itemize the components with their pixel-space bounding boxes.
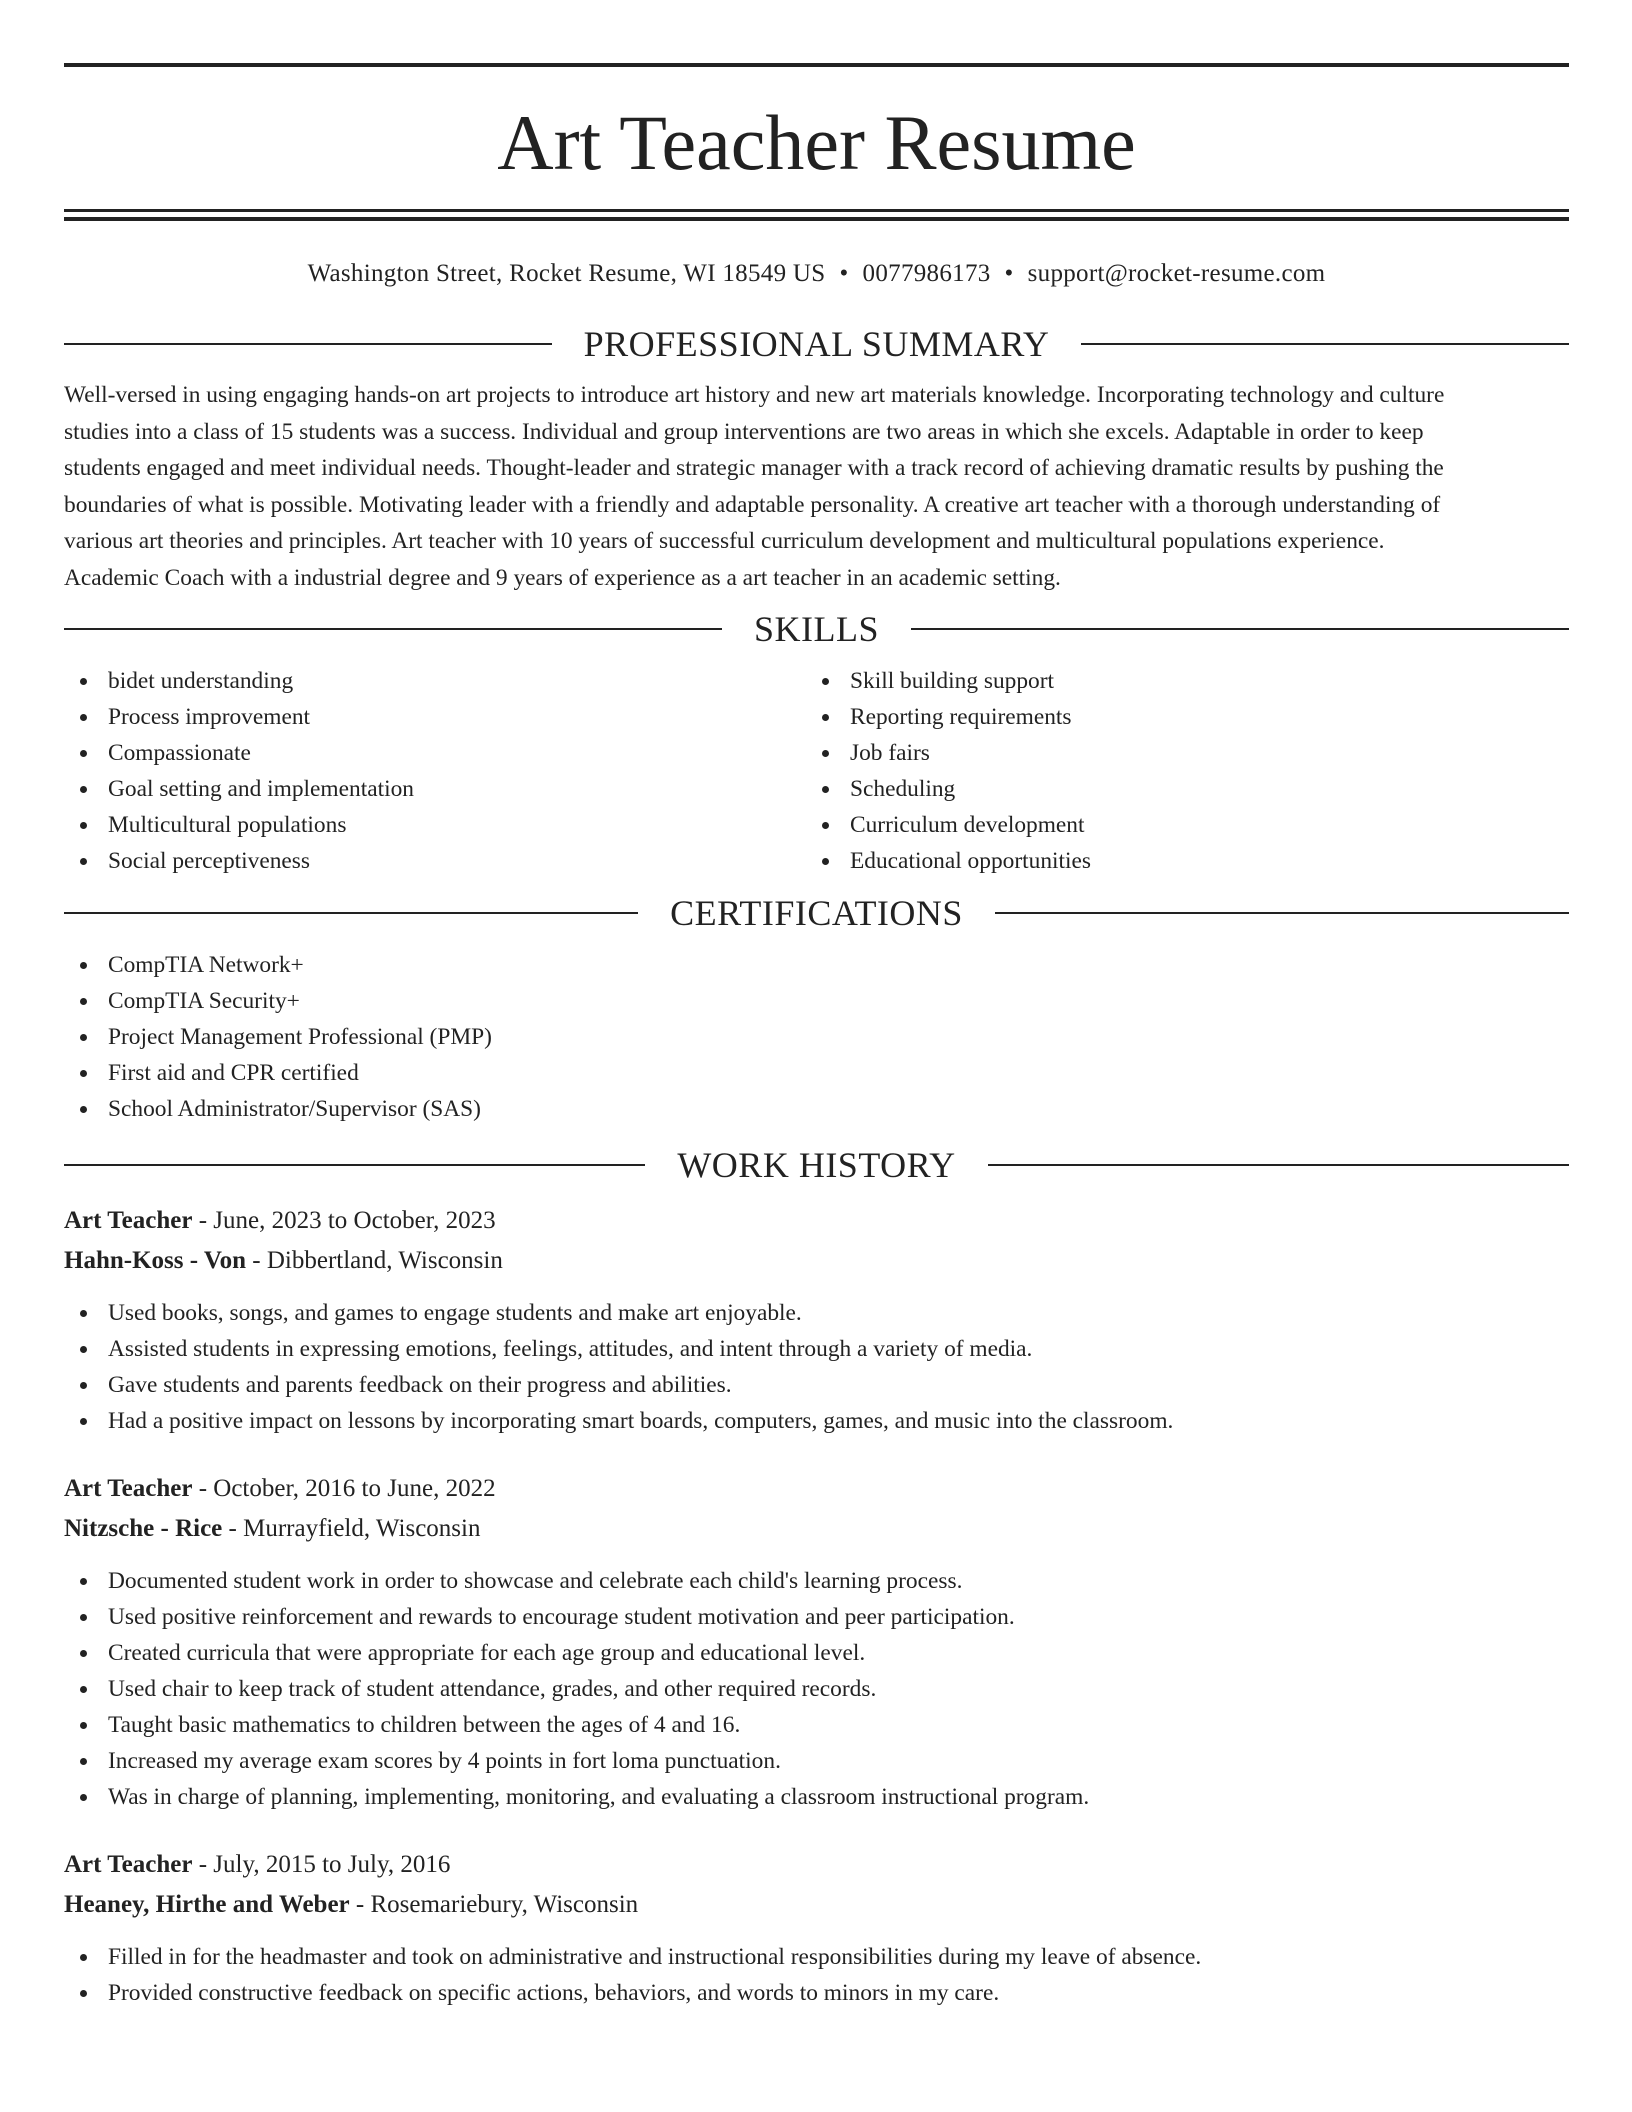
skills-list-right	[806, 663, 1548, 879]
heading-rule-left	[64, 628, 722, 630]
bullet-icon	[80, 858, 87, 865]
summary-line: Well-versed in using engaging hands-on art projects to introduce art history and new art materials knowledge. Incorporating technology and culture	[64, 382, 1445, 408]
job-title: Art Teacher	[64, 1475, 193, 1502]
bullet-icon	[80, 1954, 87, 1961]
bullet-icon	[80, 1346, 87, 1353]
certification-text: CompTIA Network+	[108, 952, 304, 978]
bullet-icon	[80, 1614, 87, 1621]
job-dates: - June, 2023 to October, 2023	[192, 1207, 496, 1234]
job-entry	[64, 1201, 1569, 1439]
heading-rule-left	[64, 1164, 645, 1166]
summary-line: boundaries of what is possible. Motivating leader with a friendly and adaptable personality. A creative art teacher with a thorough understanding of	[64, 491, 1441, 518]
job-bullets	[64, 1563, 1569, 1815]
skill-item	[64, 807, 806, 843]
job-bullet-text: Was in charge of planning, implementing, monitoring, and evaluating a classroom instructional program.	[108, 1784, 1090, 1810]
job-bullet	[64, 1743, 1569, 1779]
skill-text: Compassionate	[108, 740, 251, 766]
certifications-heading-label: CERTIFICATIONS	[670, 893, 963, 933]
bullet-icon	[80, 678, 87, 685]
bullet-icon	[822, 678, 829, 685]
skill-text: Job fairs	[850, 740, 930, 766]
job-bullets	[64, 1295, 1569, 1439]
contact-line	[64, 256, 1569, 292]
top-rule	[64, 63, 1569, 67]
skills-heading	[64, 605, 1569, 653]
job-employer: Heaney, Hirthe and Weber	[64, 1891, 350, 1918]
job-bullet-text: Assisted students in expressing emotions, feelings, attitudes, and intent through a variety of media.	[108, 1336, 1033, 1362]
bullet-icon	[822, 750, 829, 757]
bullet-icon	[822, 858, 829, 865]
job-bullet-text: Used chair to keep track of student attendance, grades, and other required records.	[108, 1676, 877, 1702]
contact-phone: 0077986173	[862, 260, 991, 287]
title-double-rule	[64, 209, 1569, 221]
skill-item	[64, 663, 806, 699]
heading-rule-right	[988, 1164, 1569, 1166]
bullet-icon	[80, 1722, 87, 1729]
skill-item	[64, 735, 806, 771]
certification-text: CompTIA Security+	[108, 988, 300, 1014]
job-title: Art Teacher	[64, 1851, 193, 1878]
heading-rule-left	[64, 343, 552, 345]
job-bullet	[64, 1635, 1569, 1671]
skill-item	[806, 771, 1548, 807]
skill-text: Process improvement	[108, 704, 311, 730]
bullet-icon	[80, 1310, 87, 1317]
job-location: - Murrayfield, Wisconsin	[222, 1515, 481, 1542]
skills-heading-label: SKILLS	[754, 609, 880, 649]
job-employer: Nitzsche - Rice	[64, 1515, 223, 1542]
job-bullet-text: Created curricula that were appropriate for each age group and educational level.	[108, 1640, 866, 1666]
summary-line: various art theories and principles. Art teacher with 10 years of successful curriculum development and multicultural populations experience.	[64, 528, 1385, 554]
bullet-icon	[80, 750, 87, 757]
work-history-heading-label: WORK HISTORY	[677, 1145, 956, 1185]
bullet-icon	[822, 822, 829, 829]
contact-email: support@rocket-resume.com	[1027, 260, 1326, 287]
job-bullet	[64, 1295, 1569, 1331]
summary-line: Academic Coach with a industrial degree and 9 years of experience as a art teacher in an academic setting.	[64, 564, 1061, 591]
skill-text: Educational opportunities	[850, 848, 1091, 874]
certification-item	[64, 1055, 1569, 1091]
certification-text: Project Management Professional (PMP)	[108, 1024, 492, 1050]
bullet-icon	[80, 1106, 87, 1113]
job-entry	[64, 1845, 1569, 2011]
summary-line: studies into a class of 15 students was a success. Individual and group interventions are two areas in which she excels. Adaptable in order to keep	[64, 418, 1424, 445]
certification-item	[64, 983, 1569, 1019]
skill-item	[806, 807, 1548, 843]
contact-address: Washington Street, Rocket Resume, WI 18549 US	[307, 260, 826, 287]
work-history-heading	[64, 1141, 1569, 1189]
contact-separator: •	[1004, 260, 1014, 287]
heading-rule-right	[911, 628, 1569, 630]
bullet-icon	[80, 962, 87, 969]
bullet-icon	[822, 714, 829, 721]
job-bullet-text: Gave students and parents feedback on their progress and abilities.	[108, 1372, 732, 1398]
heading-rule-right	[1081, 343, 1569, 345]
summary-paragraph	[64, 377, 1569, 596]
job-employer: Hahn-Koss - Von	[64, 1247, 247, 1274]
bullet-icon	[80, 714, 87, 721]
skill-item	[806, 663, 1548, 699]
bullet-icon	[80, 998, 87, 1005]
job-title: Art Teacher	[64, 1207, 193, 1234]
job-bullet-text: Provided constructive feedback on specific actions, behaviors, and words to minors in my care.	[108, 1980, 1000, 2006]
skill-item	[806, 843, 1548, 879]
job-bullet	[64, 1563, 1569, 1599]
job-entry	[64, 1469, 1569, 1815]
job-bullets	[64, 1939, 1569, 2011]
certification-item	[64, 1091, 1569, 1127]
skill-item	[64, 771, 806, 807]
job-bullet-text: Used books, songs, and games to engage students and make art enjoyable.	[108, 1300, 802, 1326]
heading-rule-left	[64, 912, 638, 914]
summary-line: students engaged and meet individual needs. Thought-leader and strategic manager with a track record of achieving dramatic results by pushing the	[64, 455, 1444, 481]
job-employer-line	[64, 1509, 1569, 1549]
bullet-icon	[80, 1034, 87, 1041]
certification-item	[64, 947, 1569, 983]
certification-item	[64, 1019, 1569, 1055]
bullet-icon	[80, 1758, 87, 1765]
job-bullet	[64, 1599, 1569, 1635]
bullet-icon	[80, 1686, 87, 1693]
heading-rule-right	[995, 912, 1569, 914]
skill-text: Multicultural populations	[108, 812, 347, 838]
skill-text: Scheduling	[850, 776, 956, 802]
skill-text: bidet understanding	[108, 668, 294, 694]
certification-text: First aid and CPR certified	[108, 1060, 359, 1086]
resume-content	[64, 63, 1569, 2011]
job-bullet	[64, 1367, 1569, 1403]
job-bullet	[64, 1403, 1569, 1439]
bullet-icon	[822, 786, 829, 793]
job-bullet	[64, 1779, 1569, 1815]
job-bullet	[64, 1975, 1569, 2011]
job-location: - Rosemariebury, Wisconsin	[349, 1891, 639, 1918]
bullet-icon	[80, 1382, 87, 1389]
job-employer-line	[64, 1241, 1569, 1281]
skill-item	[64, 699, 806, 735]
bullet-icon	[80, 1650, 87, 1657]
contact-separator: •	[839, 260, 849, 287]
skill-text: Goal setting and implementation	[108, 776, 414, 802]
job-bullet-text: Taught basic mathematics to children between the ages of 4 and 16.	[108, 1712, 741, 1738]
summary-heading	[64, 320, 1569, 368]
job-bullet	[64, 1331, 1569, 1367]
skill-item	[64, 843, 806, 879]
job-dates: - October, 2016 to June, 2022	[192, 1475, 496, 1502]
resume-title: Art Teacher Resume	[497, 99, 1136, 186]
certifications-list	[64, 947, 1569, 1127]
skills-list-left	[64, 663, 806, 879]
skill-text: Social perceptiveness	[108, 848, 310, 874]
bullet-icon	[80, 1990, 87, 1997]
bullet-icon	[80, 1070, 87, 1077]
skills-columns	[64, 663, 1569, 879]
job-employer-line	[64, 1885, 1569, 1925]
skill-text: Reporting requirements	[850, 704, 1072, 730]
bullet-icon	[80, 1578, 87, 1585]
skill-text: Skill building support	[850, 668, 1055, 694]
bullet-icon	[80, 1794, 87, 1801]
job-title-line	[64, 1845, 1569, 1885]
job-bullet-text: Had a positive impact on lessons by incorporating smart boards, computers, games, and music into the classroom.	[108, 1408, 1174, 1434]
certifications-heading	[64, 889, 1569, 937]
skill-item	[806, 699, 1548, 735]
certification-text: School Administrator/Supervisor (SAS)	[108, 1096, 481, 1122]
bullet-icon	[80, 1418, 87, 1425]
bullet-icon	[80, 786, 87, 793]
skill-text: Curriculum development	[850, 812, 1085, 838]
job-bullet-text: Documented student work in order to showcase and celebrate each child's learning process.	[108, 1568, 963, 1594]
job-bullet-text: Increased my average exam scores by 4 points in fort loma punctuation.	[108, 1748, 781, 1774]
bullet-icon	[80, 822, 87, 829]
job-dates: - July, 2015 to July, 2016	[192, 1851, 451, 1878]
summary-heading-label: PROFESSIONAL SUMMARY	[583, 324, 1050, 364]
job-bullet-text: Filled in for the headmaster and took on administrative and instructional responsibilities during my leave of absence.	[108, 1944, 1202, 1970]
job-bullet	[64, 1707, 1569, 1743]
job-location: - Dibbertland, Wisconsin	[246, 1247, 503, 1274]
job-bullet-text: Used positive reinforcement and rewards to encourage student motivation and peer participation.	[108, 1604, 1015, 1630]
job-title-line	[64, 1469, 1569, 1509]
job-bullet	[64, 1671, 1569, 1707]
job-title-line	[64, 1201, 1569, 1241]
job-bullet	[64, 1939, 1569, 1975]
skill-item	[806, 735, 1548, 771]
